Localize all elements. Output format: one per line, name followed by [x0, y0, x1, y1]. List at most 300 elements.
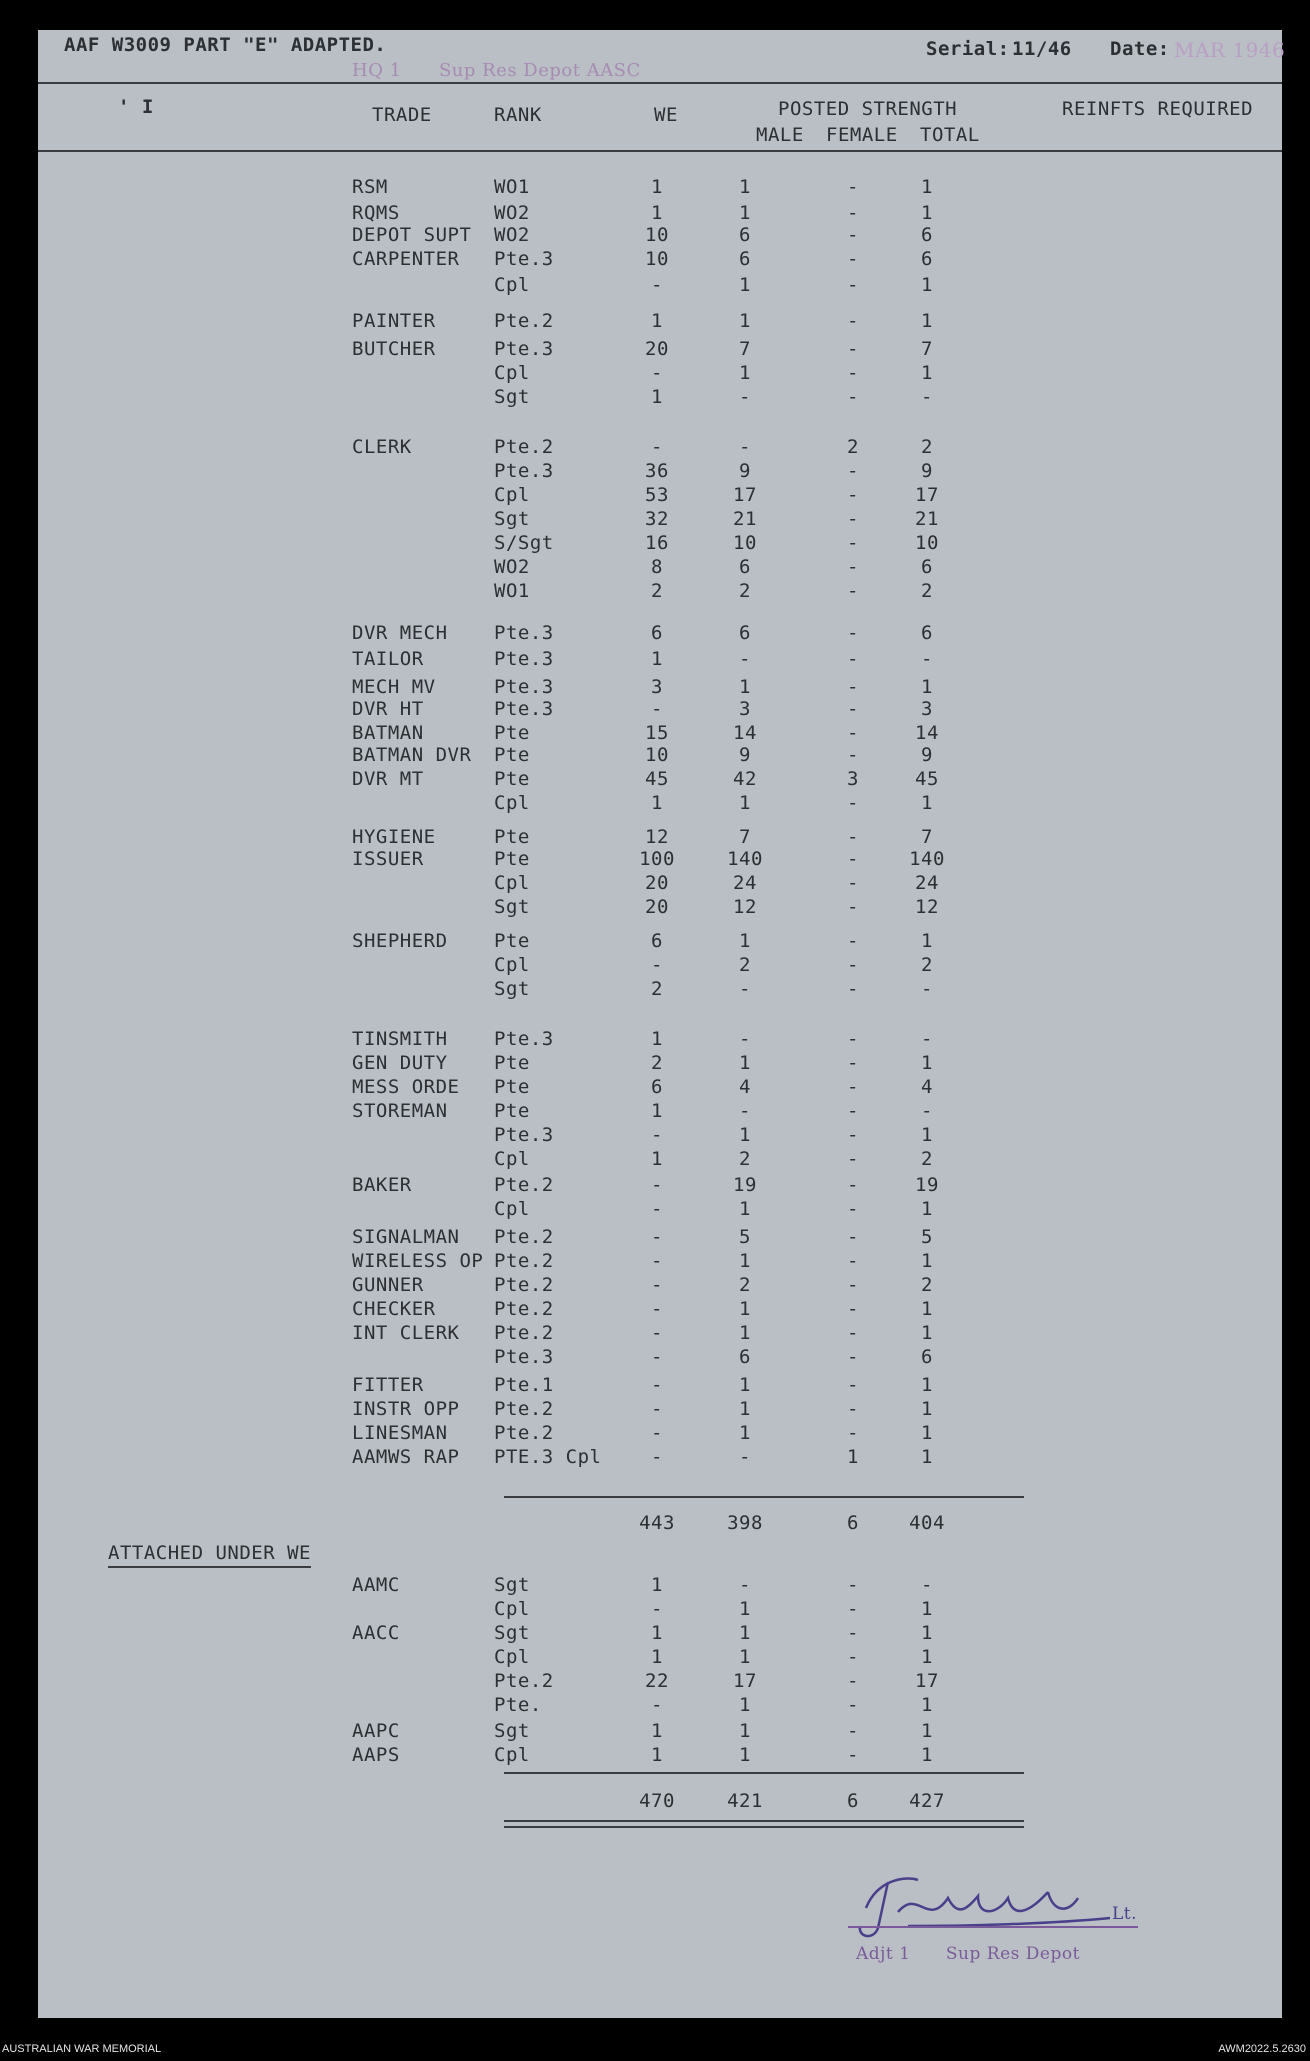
table-cell-total: 21	[915, 508, 939, 530]
table-cell-rank: Pte.2	[494, 1322, 554, 1344]
serial-label: Serial:	[926, 38, 1010, 60]
table-cell-trade: RSM	[352, 176, 388, 198]
table-cell-trade: PAINTER	[352, 310, 436, 332]
table-cell-female: -	[847, 176, 859, 198]
table-cell-we: -	[651, 698, 663, 720]
table-cell-we: -	[651, 954, 663, 976]
table-cell-rank: Pte.2	[494, 310, 554, 332]
table-cell-we: 1	[651, 1720, 663, 1742]
table-cell-total: -	[921, 648, 933, 670]
table-cell-female: 2	[847, 436, 859, 458]
table-cell-rank: Cpl	[494, 1744, 530, 1766]
table-cell-trade: AAPC	[352, 1720, 400, 1742]
table-cell-trade: CARPENTER	[352, 248, 460, 270]
table-cell-we: -	[651, 1694, 663, 1716]
table-cell-rank: Cpl	[494, 1598, 530, 1620]
table-cell-rank: WO2	[494, 224, 530, 246]
table-cell-total: 2	[921, 580, 933, 602]
table-cell-we: 22	[645, 1670, 669, 1692]
table-cell-rank: Cpl	[494, 274, 530, 296]
table-cell-we: -	[651, 274, 663, 296]
table-cell-male: 1	[739, 1298, 751, 1320]
table-cell-we: 2	[651, 1052, 663, 1074]
table-cell-total: 2	[921, 954, 933, 976]
table-cell-total: 2	[921, 1274, 933, 1296]
table-cell-total: 1	[921, 1198, 933, 1220]
table-cell-female: -	[847, 1346, 859, 1368]
table-cell-we: 1	[651, 310, 663, 332]
table-cell-rank: Pte	[494, 826, 530, 848]
table-cell-male: 2	[739, 1148, 751, 1170]
table-cell-total: -	[921, 1574, 933, 1596]
table-cell-total: 1	[921, 930, 933, 952]
table-cell-we: 32	[645, 508, 669, 530]
table-cell-total: 6	[921, 248, 933, 270]
table-cell-we: -	[651, 362, 663, 384]
table-cell-total: 1	[921, 362, 933, 384]
table-cell-total: 1	[921, 1374, 933, 1396]
date-stamp: MAR 1946	[1174, 38, 1286, 62]
table-cell-rank: Pte.2	[494, 1250, 554, 1272]
table-cell-male: 9	[739, 460, 751, 482]
table-cell-total: 1	[921, 792, 933, 814]
table-cell-we: 3	[651, 676, 663, 698]
table-cell-rank: Cpl	[494, 484, 530, 506]
table-cell-trade: MESS ORDE	[352, 1076, 460, 1098]
table-cell-female: -	[847, 1028, 859, 1050]
table-cell-we: -	[651, 436, 663, 458]
table-cell-total: 140	[909, 848, 945, 870]
table-cell-male: 1	[739, 1694, 751, 1716]
grand-total-female: 6	[847, 1790, 859, 1812]
table-cell-total: 9	[921, 460, 933, 482]
table-cell-rank: PTE.3 Cpl	[494, 1446, 602, 1468]
table-cell-female: -	[847, 622, 859, 644]
table-cell-female: -	[847, 930, 859, 952]
table-cell-rank: Pte.3	[494, 460, 554, 482]
table-cell-female: -	[847, 1598, 859, 1620]
table-cell-male: -	[739, 1100, 751, 1122]
table-cell-male: 2	[739, 954, 751, 976]
table-cell-trade: BATMAN	[352, 722, 424, 744]
table-cell-total: -	[921, 1100, 933, 1122]
table-cell-total: 1	[921, 1124, 933, 1146]
table-cell-rank: WO1	[494, 176, 530, 198]
table-cell-male: 24	[733, 872, 757, 894]
table-cell-female: -	[847, 1670, 859, 1692]
table-cell-female: -	[847, 744, 859, 766]
table-cell-trade: CHECKER	[352, 1298, 436, 1320]
table-cell-rank: Cpl	[494, 872, 530, 894]
grand-total-rule-2	[504, 1826, 1024, 1828]
table-cell-total: 7	[921, 826, 933, 848]
table-cell-trade: DVR MT	[352, 768, 424, 790]
signature-rank: Lt.	[1112, 1904, 1138, 1924]
table-cell-we: 1	[651, 1622, 663, 1644]
table-cell-male: 3	[739, 698, 751, 720]
table-cell-female: -	[847, 1174, 859, 1196]
subtotal-total: 404	[909, 1512, 945, 1534]
table-cell-total: 7	[921, 338, 933, 360]
table-cell-female: -	[847, 1076, 859, 1098]
table-cell-male: -	[739, 648, 751, 670]
table-cell-total: 1	[921, 1720, 933, 1742]
table-cell-we: 6	[651, 1076, 663, 1098]
table-cell-rank: Pte.2	[494, 1670, 554, 1692]
subtotal-we: 443	[639, 1512, 675, 1534]
grand-total-total: 427	[909, 1790, 945, 1812]
table-cell-rank: Pte.3	[494, 648, 554, 670]
table-cell-female: -	[847, 698, 859, 720]
table-cell-male: 1	[739, 1322, 751, 1344]
table-cell-female: -	[847, 338, 859, 360]
table-cell-trade: MECH MV	[352, 676, 436, 698]
table-cell-female: -	[847, 1574, 859, 1596]
table-cell-female: -	[847, 202, 859, 224]
table-cell-total: 1	[921, 1694, 933, 1716]
table-cell-male: 1	[739, 274, 751, 296]
table-cell-female: -	[847, 1274, 859, 1296]
table-cell-female: -	[847, 1226, 859, 1248]
table-cell-male: 1	[739, 1124, 751, 1146]
table-cell-we: 1	[651, 176, 663, 198]
table-cell-total: 5	[921, 1226, 933, 1248]
table-cell-we: 8	[651, 556, 663, 578]
unit-stamp: HQ 1 Sup Res Depot AASC	[352, 60, 641, 81]
table-cell-total: -	[921, 978, 933, 1000]
table-cell-female: -	[847, 1422, 859, 1444]
table-cell-female: -	[847, 386, 859, 408]
table-cell-female: -	[847, 722, 859, 744]
table-cell-rank: Sgt	[494, 978, 530, 1000]
table-cell-we: -	[651, 1198, 663, 1220]
table-cell-we: -	[651, 1346, 663, 1368]
table-cell-we: 2	[651, 580, 663, 602]
table-cell-male: 1	[739, 1198, 751, 1220]
header-rule-bottom	[38, 150, 1282, 152]
table-cell-we: 10	[645, 744, 669, 766]
table-cell-rank: Cpl	[494, 362, 530, 384]
table-cell-we: 6	[651, 930, 663, 952]
table-cell-female: -	[847, 1250, 859, 1272]
table-cell-we: 10	[645, 224, 669, 246]
table-cell-we: 1	[651, 1100, 663, 1122]
table-cell-male: 42	[733, 768, 757, 790]
table-cell-male: 9	[739, 744, 751, 766]
table-cell-total: 1	[921, 1622, 933, 1644]
table-cell-trade: RQMS	[352, 202, 400, 224]
col-posted-strength: POSTED STRENGTH	[778, 98, 958, 120]
table-cell-male: 2	[739, 580, 751, 602]
table-cell-we: 36	[645, 460, 669, 482]
table-cell-we: 16	[645, 532, 669, 554]
table-cell-we: 12	[645, 826, 669, 848]
table-cell-we: -	[651, 1398, 663, 1420]
col-trade: TRADE	[372, 104, 432, 126]
table-cell-rank: Cpl	[494, 792, 530, 814]
table-cell-male: 2	[739, 1274, 751, 1296]
table-cell-male: 4	[739, 1076, 751, 1098]
table-cell-rank: Pte.3	[494, 698, 554, 720]
table-cell-trade: BATMAN DVR	[352, 744, 472, 766]
table-cell-we: -	[651, 1598, 663, 1620]
table-cell-total: 1	[921, 1322, 933, 1344]
table-cell-male: 1	[739, 1720, 751, 1742]
table-cell-trade: AACC	[352, 1622, 400, 1644]
col-female: FEMALE	[826, 124, 898, 146]
table-cell-male: 1	[739, 676, 751, 698]
table-cell-female: -	[847, 1298, 859, 1320]
table-cell-female: -	[847, 1148, 859, 1170]
table-cell-trade: LINESMAN	[352, 1422, 448, 1444]
table-cell-male: 17	[733, 484, 757, 506]
table-cell-female: -	[847, 556, 859, 578]
table-cell-total: 2	[921, 1148, 933, 1170]
document-page	[38, 30, 1286, 2018]
adjt-stamp: Adjt 1 Sup Res Depot	[856, 1944, 1080, 1964]
table-cell-total: 1	[921, 1446, 933, 1468]
table-cell-rank: Pte.1	[494, 1374, 554, 1396]
table-cell-total: -	[921, 1028, 933, 1050]
table-cell-we: 20	[645, 896, 669, 918]
subtotal-male: 398	[727, 1512, 763, 1534]
table-cell-male: -	[739, 1446, 751, 1468]
table-cell-male: 5	[739, 1226, 751, 1248]
table-cell-rank: Pte.2	[494, 1422, 554, 1444]
date-label: Date:	[1110, 38, 1170, 60]
table-cell-female: -	[847, 362, 859, 384]
table-cell-rank: Pte.3	[494, 676, 554, 698]
table-cell-trade: WIRELESS OP	[352, 1250, 484, 1272]
table-cell-rank: Sgt	[494, 508, 530, 530]
table-cell-female: -	[847, 896, 859, 918]
table-cell-rank: Pte.2	[494, 1298, 554, 1320]
table-cell-trade: AAMC	[352, 1574, 400, 1596]
table-cell-rank: S/Sgt	[494, 532, 554, 554]
table-cell-we: 20	[645, 872, 669, 894]
table-cell-trade: TINSMITH	[352, 1028, 448, 1050]
table-cell-trade: AAPS	[352, 1744, 400, 1766]
table-cell-male: -	[739, 1028, 751, 1050]
table-cell-we: 1	[651, 1646, 663, 1668]
table-cell-male: 1	[739, 1744, 751, 1766]
table-cell-rank: Sgt	[494, 386, 530, 408]
table-cell-rank: Cpl	[494, 954, 530, 976]
table-cell-rank: Pte.2	[494, 1226, 554, 1248]
table-cell-male: 6	[739, 622, 751, 644]
table-cell-female: -	[847, 978, 859, 1000]
table-cell-total: 1	[921, 202, 933, 224]
table-cell-male: 1	[739, 310, 751, 332]
table-cell-female: -	[847, 274, 859, 296]
signature-line	[848, 1926, 1138, 1928]
table-cell-trade: GUNNER	[352, 1274, 424, 1296]
table-cell-total: 1	[921, 676, 933, 698]
col-male: MALE	[756, 124, 804, 146]
table-cell-male: 10	[733, 532, 757, 554]
table-cell-female: -	[847, 1124, 859, 1146]
table-cell-we: -	[651, 1226, 663, 1248]
table-cell-male: 1	[739, 362, 751, 384]
table-cell-rank: Cpl	[494, 1646, 530, 1668]
table-cell-female: -	[847, 648, 859, 670]
table-cell-female: -	[847, 248, 859, 270]
table-cell-we: 100	[639, 848, 675, 870]
table-cell-trade: INSTR OPP	[352, 1398, 460, 1420]
table-cell-female: -	[847, 532, 859, 554]
table-cell-rank: Pte.2	[494, 1398, 554, 1420]
table-cell-we: -	[651, 1250, 663, 1272]
table-cell-male: 140	[727, 848, 763, 870]
table-cell-female: -	[847, 484, 859, 506]
table-cell-male: 1	[739, 1622, 751, 1644]
grand-total-rule-top	[504, 1772, 1024, 1774]
table-cell-total: 10	[915, 532, 939, 554]
table-cell-female: -	[847, 1398, 859, 1420]
table-cell-male: 1	[739, 1374, 751, 1396]
table-cell-trade: DEPOT SUPT	[352, 224, 472, 246]
table-cell-we: 1	[651, 1148, 663, 1170]
table-cell-female: -	[847, 310, 859, 332]
table-cell-we: 20	[645, 338, 669, 360]
table-cell-male: 1	[739, 1598, 751, 1620]
table-cell-we: -	[651, 1274, 663, 1296]
table-cell-we: -	[651, 1298, 663, 1320]
table-cell-rank: Pte.3	[494, 622, 554, 644]
table-cell-we: 53	[645, 484, 669, 506]
table-cell-total: 17	[915, 1670, 939, 1692]
table-cell-male: 7	[739, 338, 751, 360]
table-cell-rank: Pte.3	[494, 338, 554, 360]
header-rule-top	[38, 82, 1282, 84]
table-cell-trade: AAMWS RAP	[352, 1446, 460, 1468]
table-cell-total: 2	[921, 436, 933, 458]
table-cell-rank: Sgt	[494, 896, 530, 918]
table-cell-male: -	[739, 1574, 751, 1596]
grand-total-male: 421	[727, 1790, 763, 1812]
table-cell-rank: Pte.2	[494, 1174, 554, 1196]
table-cell-female: -	[847, 676, 859, 698]
table-cell-male: 6	[739, 248, 751, 270]
table-cell-male: -	[739, 386, 751, 408]
table-cell-rank: Pte	[494, 848, 530, 870]
table-cell-female: -	[847, 954, 859, 976]
table-cell-female: -	[847, 872, 859, 894]
table-cell-male: 7	[739, 826, 751, 848]
table-cell-total: 4	[921, 1076, 933, 1098]
table-cell-total: 3	[921, 698, 933, 720]
table-cell-we: 1	[651, 1744, 663, 1766]
table-cell-female: -	[847, 460, 859, 482]
table-cell-we: 1	[651, 1028, 663, 1050]
table-cell-total: 1	[921, 1298, 933, 1320]
table-cell-rank: Pte.2	[494, 436, 554, 458]
table-cell-total: 12	[915, 896, 939, 918]
table-cell-total: 1	[921, 310, 933, 332]
table-cell-total: 24	[915, 872, 939, 894]
table-cell-trade: SHEPHERD	[352, 930, 448, 952]
table-cell-male: 19	[733, 1174, 757, 1196]
table-cell-female: -	[847, 1744, 859, 1766]
subtotal-female: 6	[847, 1512, 859, 1534]
table-cell-we: 15	[645, 722, 669, 744]
table-cell-female: -	[847, 1052, 859, 1074]
table-cell-rank: Sgt	[494, 1720, 530, 1742]
table-cell-male: 17	[733, 1670, 757, 1692]
footer-left: AUSTRALIAN WAR MEMORIAL	[2, 2043, 162, 2055]
table-cell-male: 12	[733, 896, 757, 918]
table-cell-trade: TAILOR	[352, 648, 424, 670]
table-cell-rank: Pte.2	[494, 1274, 554, 1296]
col-reinfts: REINFTS REQUIRED	[1062, 98, 1254, 120]
table-cell-trade: FITTER	[352, 1374, 424, 1396]
table-cell-male: 14	[733, 722, 757, 744]
table-cell-trade: HYGIENE	[352, 826, 436, 848]
table-cell-female: -	[847, 508, 859, 530]
table-cell-female: -	[847, 1198, 859, 1220]
table-cell-rank: Pte	[494, 722, 530, 744]
table-cell-female: -	[847, 1646, 859, 1668]
table-cell-total: 17	[915, 484, 939, 506]
table-cell-female: 1	[847, 1446, 859, 1468]
table-cell-trade: CLERK	[352, 436, 412, 458]
table-cell-male: 1	[739, 1646, 751, 1668]
table-cell-we: -	[651, 1446, 663, 1468]
table-cell-rank: WO2	[494, 556, 530, 578]
table-cell-total: 6	[921, 556, 933, 578]
table-cell-rank: WO1	[494, 580, 530, 602]
col-rank: RANK	[494, 104, 542, 126]
table-cell-we: -	[651, 1124, 663, 1146]
table-cell-trade: BUTCHER	[352, 338, 436, 360]
table-cell-we: 1	[651, 792, 663, 814]
table-cell-we: 1	[651, 386, 663, 408]
table-cell-we: 1	[651, 1574, 663, 1596]
table-cell-female: 3	[847, 768, 859, 790]
table-cell-we: 1	[651, 648, 663, 670]
table-cell-trade: BAKER	[352, 1174, 412, 1196]
table-cell-rank: Pte	[494, 744, 530, 766]
table-cell-female: -	[847, 1374, 859, 1396]
table-cell-trade: DVR MECH	[352, 622, 448, 644]
table-cell-total: 6	[921, 224, 933, 246]
table-cell-male: 1	[739, 930, 751, 952]
table-cell-female: -	[847, 1322, 859, 1344]
table-cell-we: 2	[651, 978, 663, 1000]
table-cell-total: 14	[915, 722, 939, 744]
table-cell-rank: Pte	[494, 1100, 530, 1122]
table-cell-we: 10	[645, 248, 669, 270]
table-cell-female: -	[847, 224, 859, 246]
margin-mark: ' I	[118, 96, 154, 118]
table-cell-total: 6	[921, 1346, 933, 1368]
table-cell-we: -	[651, 1322, 663, 1344]
table-cell-total: 9	[921, 744, 933, 766]
table-cell-total: 1	[921, 1744, 933, 1766]
table-cell-total: 1	[921, 176, 933, 198]
table-cell-rank: Pte.3	[494, 1028, 554, 1050]
signature-mark	[848, 1868, 1138, 1948]
col-total: TOTAL	[920, 124, 980, 146]
table-cell-total: -	[921, 386, 933, 408]
table-cell-total: 45	[915, 768, 939, 790]
table-cell-rank: Pte.3	[494, 1346, 554, 1368]
table-cell-total: 1	[921, 1250, 933, 1272]
footer-right: AWM2022.5.2630	[1218, 2043, 1306, 2055]
table-cell-female: -	[847, 826, 859, 848]
table-cell-trade: INT CLERK	[352, 1322, 460, 1344]
form-id: AAF W3009 PART "E" ADAPTED.	[64, 34, 387, 56]
